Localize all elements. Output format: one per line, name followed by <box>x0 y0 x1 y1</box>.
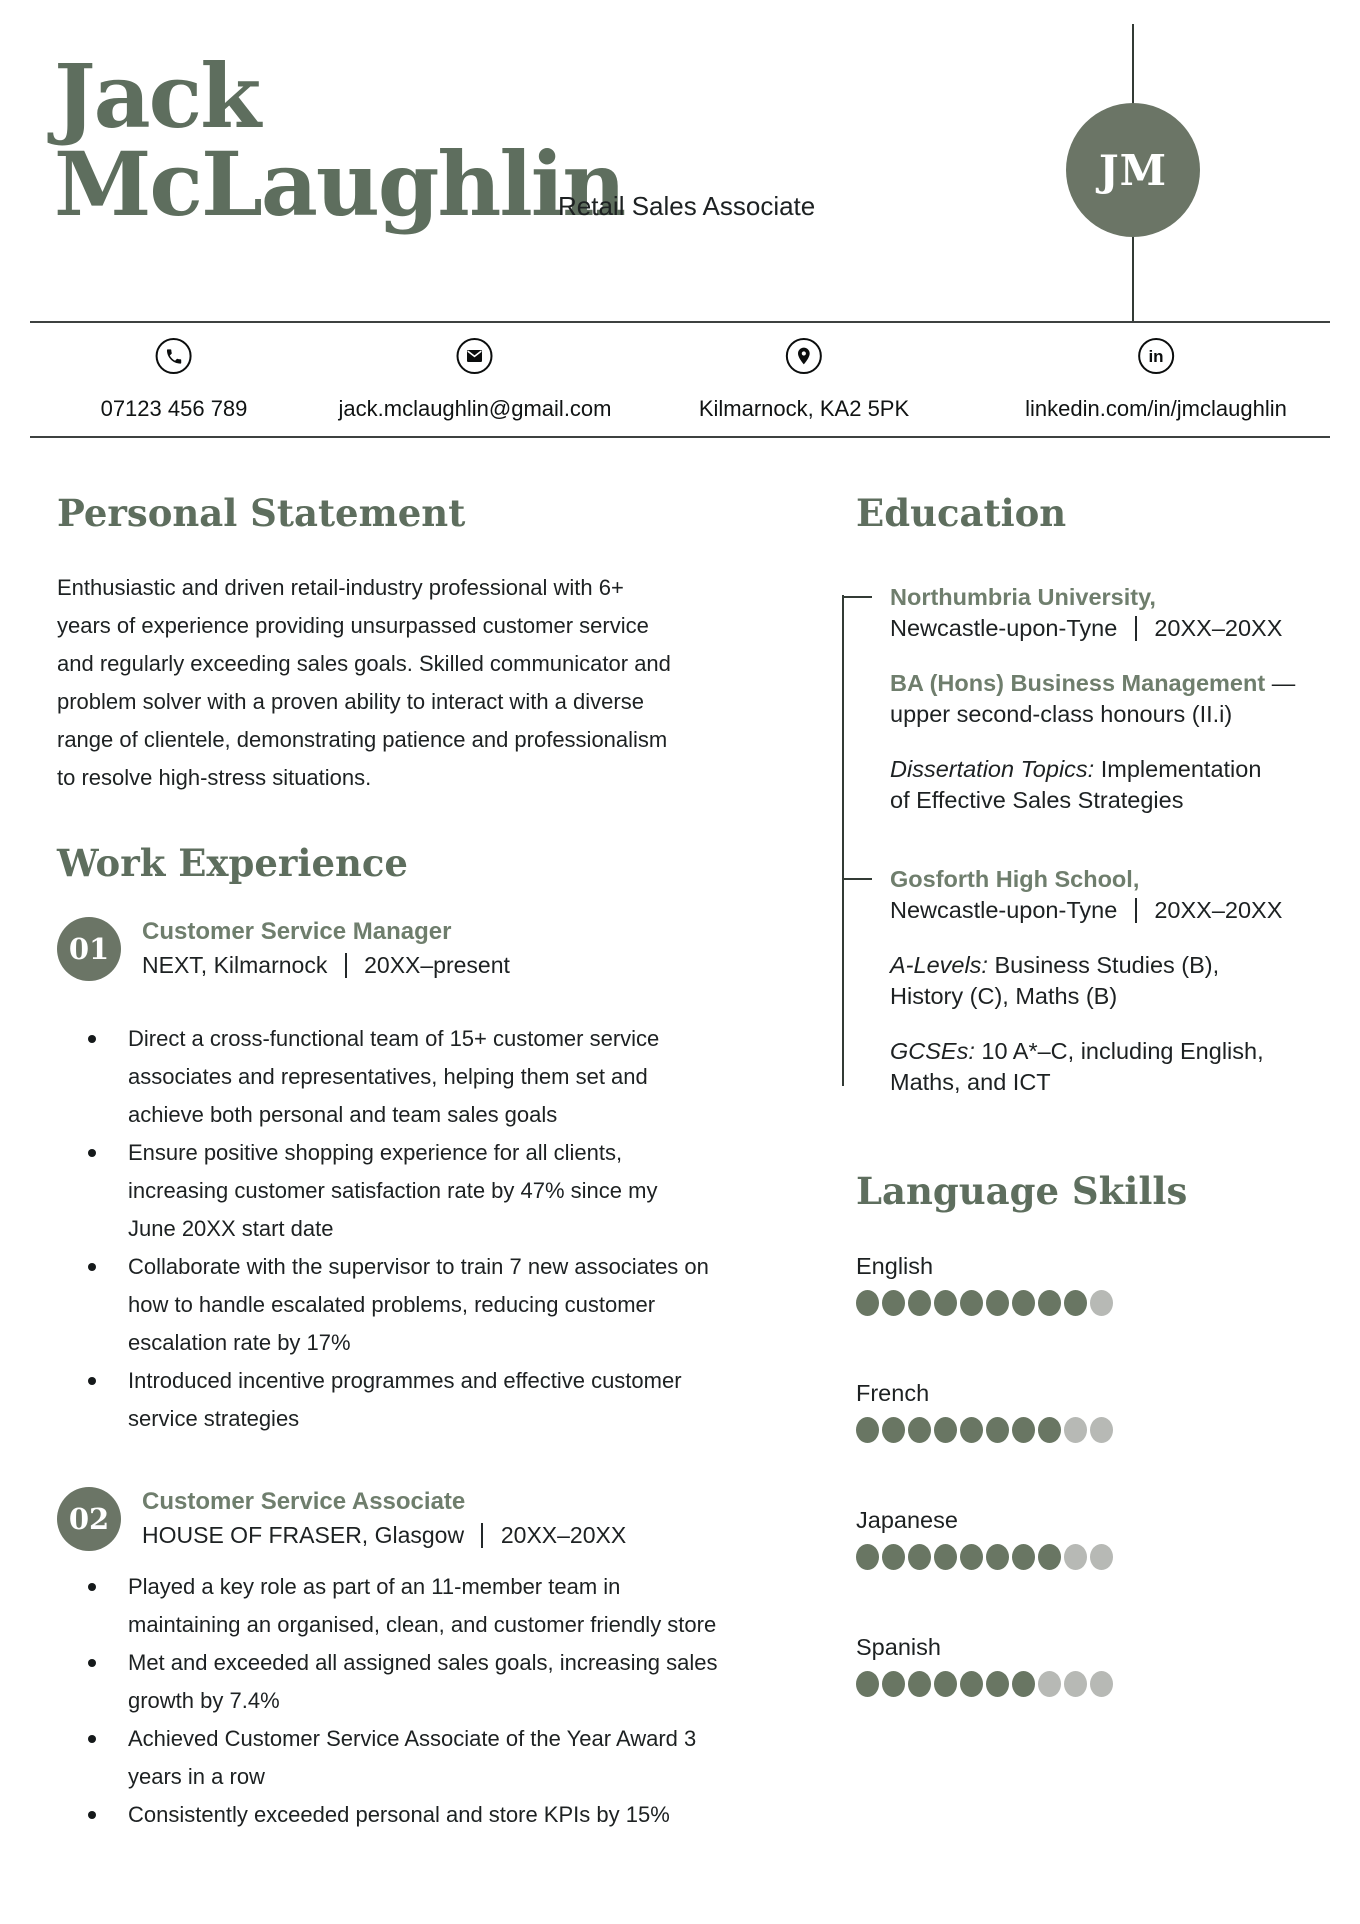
language-skills-title: Language Skills <box>856 1169 1188 1213</box>
skill-dot <box>856 1544 879 1570</box>
phone-icon <box>156 338 192 374</box>
right-column <box>856 490 1336 1697</box>
job-title-subtitle: Retail Sales Associate <box>558 191 816 221</box>
skill-dot <box>856 1671 879 1697</box>
skill-dot <box>1038 1417 1061 1443</box>
personal-statement-text: Enthusiastic and driven retail-industry professional with 6+ years of experience providing unsurpassed customer service and regularly exceeding sales goals. Skilled communicator and problem solver with a proven ability to interact with a diverse range of clientele, demonstrating patience and professionalism to resolve high-stress situations. <box>57 575 671 790</box>
skill-dots <box>856 1671 1336 1697</box>
skill-dot <box>1064 1417 1087 1443</box>
job-entry <box>57 1486 773 1834</box>
text-segment: upper second-class honours (II.i) <box>890 701 1233 727</box>
skill-dots <box>856 1544 1336 1570</box>
job-bullet: Collaborate with the supervisor to train 7 new associates on how to handle escalated problems, reducing customer escalation rate by 17% <box>57 1248 773 1362</box>
job-number-badge: 01 <box>57 917 121 981</box>
skill-dot <box>908 1417 931 1443</box>
skill-dots <box>856 1417 1336 1443</box>
language-label: French <box>856 1380 930 1406</box>
job-bullets <box>57 1568 773 1834</box>
location-value: Kilmarnock, KA2 5PK <box>698 396 910 421</box>
contact-email <box>339 338 612 422</box>
education-title: Education <box>856 491 1067 535</box>
job-title: Customer Service Associate <box>142 1488 466 1515</box>
skill-dot <box>1012 1417 1035 1443</box>
skill-dot <box>908 1290 931 1316</box>
skill-dot <box>934 1544 957 1570</box>
skill-dot <box>856 1290 879 1316</box>
skill-dot <box>1090 1290 1113 1316</box>
skill-dot <box>1012 1671 1035 1697</box>
job-entry <box>57 916 773 1438</box>
skill-dot <box>908 1544 931 1570</box>
text-segment: A-Levels: <box>890 952 988 978</box>
skill-dot <box>882 1417 905 1443</box>
linkedin-icon: in <box>1138 338 1174 374</box>
personal-statement-title: Personal Statement <box>57 491 466 535</box>
job-bullet: Achieved Customer Service Associate of the Year Award 3 years in a row <box>57 1720 773 1796</box>
skill-dots <box>856 1290 1336 1316</box>
text-segment: BA (Hons) Business Management <box>890 670 1266 696</box>
skill-dot <box>960 1544 983 1570</box>
job-company-dates: NEXT, Kilmarnock 20XX–present <box>142 952 510 978</box>
location-icon <box>786 338 822 374</box>
education-detail <box>890 668 1336 730</box>
job-bullets <box>57 1020 773 1438</box>
skill-dot <box>934 1671 957 1697</box>
skill-dot <box>986 1671 1009 1697</box>
job-header <box>57 916 773 982</box>
job-list <box>57 916 773 1834</box>
avatar <box>1066 103 1200 237</box>
text-segment: Implementation <box>1094 756 1262 782</box>
email-value: jack.mclaughlin@gmail.com <box>338 396 612 421</box>
email-icon <box>457 338 493 374</box>
text-segment: History (C), Maths (B) <box>890 983 1118 1009</box>
skill-dot <box>856 1417 879 1443</box>
education-detail <box>890 950 1336 1012</box>
skill-dot <box>1064 1671 1087 1697</box>
bottom-rule <box>30 436 1330 438</box>
skill-dot <box>908 1671 931 1697</box>
education-entry <box>890 864 1336 1098</box>
left-column <box>57 490 773 1834</box>
phone-value: 07123 456 789 <box>100 396 248 421</box>
skill-dot <box>986 1417 1009 1443</box>
text-segment: of Effective Sales Strategies <box>890 787 1184 813</box>
job-number-badge: 02 <box>57 1487 121 1551</box>
last-name: McLaughlin <box>54 132 625 236</box>
separator-bar <box>481 1523 483 1548</box>
separator-bar <box>1135 898 1137 923</box>
language-item <box>856 1505 1336 1570</box>
job-bullet: Direct a cross-functional team of 15+ customer service associates and representatives, helping them set and achieve both personal and team sales goals <box>57 1020 773 1134</box>
language-item <box>856 1251 1336 1316</box>
job-bullet: Consistently exceeded personal and store KPIs by 15% <box>57 1796 773 1834</box>
school-heading: Northumbria University, Newcastle-upon-Tyne 20XX–20XX <box>890 584 1283 641</box>
job-bullet: Met and exceeded all assigned sales goals, increasing sales growth by 7.4% <box>57 1644 773 1720</box>
skill-dot <box>1012 1290 1035 1316</box>
separator-bar <box>345 953 347 978</box>
job-meta <box>142 916 510 982</box>
job-title: Customer Service Manager <box>142 918 452 945</box>
job-header <box>57 1486 773 1552</box>
education-detail <box>890 1036 1336 1098</box>
school-heading: Gosforth High School, Newcastle-upon-Tyne 20XX–20XX <box>890 866 1283 923</box>
skill-dot <box>1038 1290 1061 1316</box>
language-label: English <box>856 1253 934 1279</box>
education-list <box>842 582 1336 1098</box>
job-company-dates: HOUSE OF FRASER, Glasgow 20XX–20XX <box>142 1522 627 1548</box>
skill-dot <box>882 1544 905 1570</box>
skill-dot <box>986 1544 1009 1570</box>
job-bullet: Played a key role as part of an 11-member team in maintaining an organised, clean, and customer friendly store <box>57 1568 773 1644</box>
skill-dot <box>1090 1417 1113 1443</box>
job-bullet: Ensure positive shopping experience for all clients, increasing customer satisfaction rate by 47% since my June 20XX start date <box>57 1134 773 1248</box>
top-rule <box>30 321 1330 323</box>
skill-dot <box>1090 1544 1113 1570</box>
language-label: Japanese <box>856 1507 958 1533</box>
language-list <box>856 1251 1336 1697</box>
skill-dot <box>1064 1544 1087 1570</box>
avatar-initials: JM <box>1098 145 1168 195</box>
skill-dot <box>960 1671 983 1697</box>
person-name <box>54 44 625 236</box>
text-segment: Business Studies (B), <box>987 952 1220 978</box>
skill-dot <box>960 1417 983 1443</box>
text-segment: — <box>1265 670 1296 696</box>
text-segment: Maths, and ICT <box>890 1069 1051 1095</box>
education-entry <box>890 582 1336 816</box>
contact-linkedin <box>1025 338 1287 422</box>
skill-dot <box>1038 1544 1061 1570</box>
text-segment: 10 A*–C, including English, <box>974 1038 1264 1064</box>
skill-dot <box>934 1417 957 1443</box>
skill-dot <box>882 1290 905 1316</box>
skill-dot <box>986 1290 1009 1316</box>
skill-dot <box>1090 1671 1113 1697</box>
contact-phone <box>101 338 248 422</box>
job-meta <box>142 1486 626 1552</box>
school-name: Northumbria University, <box>890 584 1156 610</box>
job-bullet: Introduced incentive programmes and effective customer service strategies <box>57 1362 773 1438</box>
contact-location <box>699 338 909 422</box>
skill-dot <box>934 1290 957 1316</box>
language-label: Spanish <box>856 1634 941 1660</box>
school-name: Gosforth High School, <box>890 866 1140 892</box>
text-segment: Dissertation Topics: <box>890 756 1095 782</box>
separator-bar <box>1135 616 1137 641</box>
linkedin-value: linkedin.com/in/jmclaughlin <box>1025 396 1287 421</box>
skill-dot <box>960 1290 983 1316</box>
language-item <box>856 1632 1336 1697</box>
text-segment: GCSEs: <box>890 1038 975 1064</box>
education-detail <box>890 754 1336 816</box>
first-name: Jack <box>54 44 260 148</box>
skill-dot <box>1064 1290 1087 1316</box>
skill-dot <box>882 1671 905 1697</box>
language-item <box>856 1378 1336 1443</box>
work-experience-title: Work Experience <box>57 841 408 885</box>
skill-dot <box>1038 1671 1061 1697</box>
skill-dot <box>1012 1544 1035 1570</box>
